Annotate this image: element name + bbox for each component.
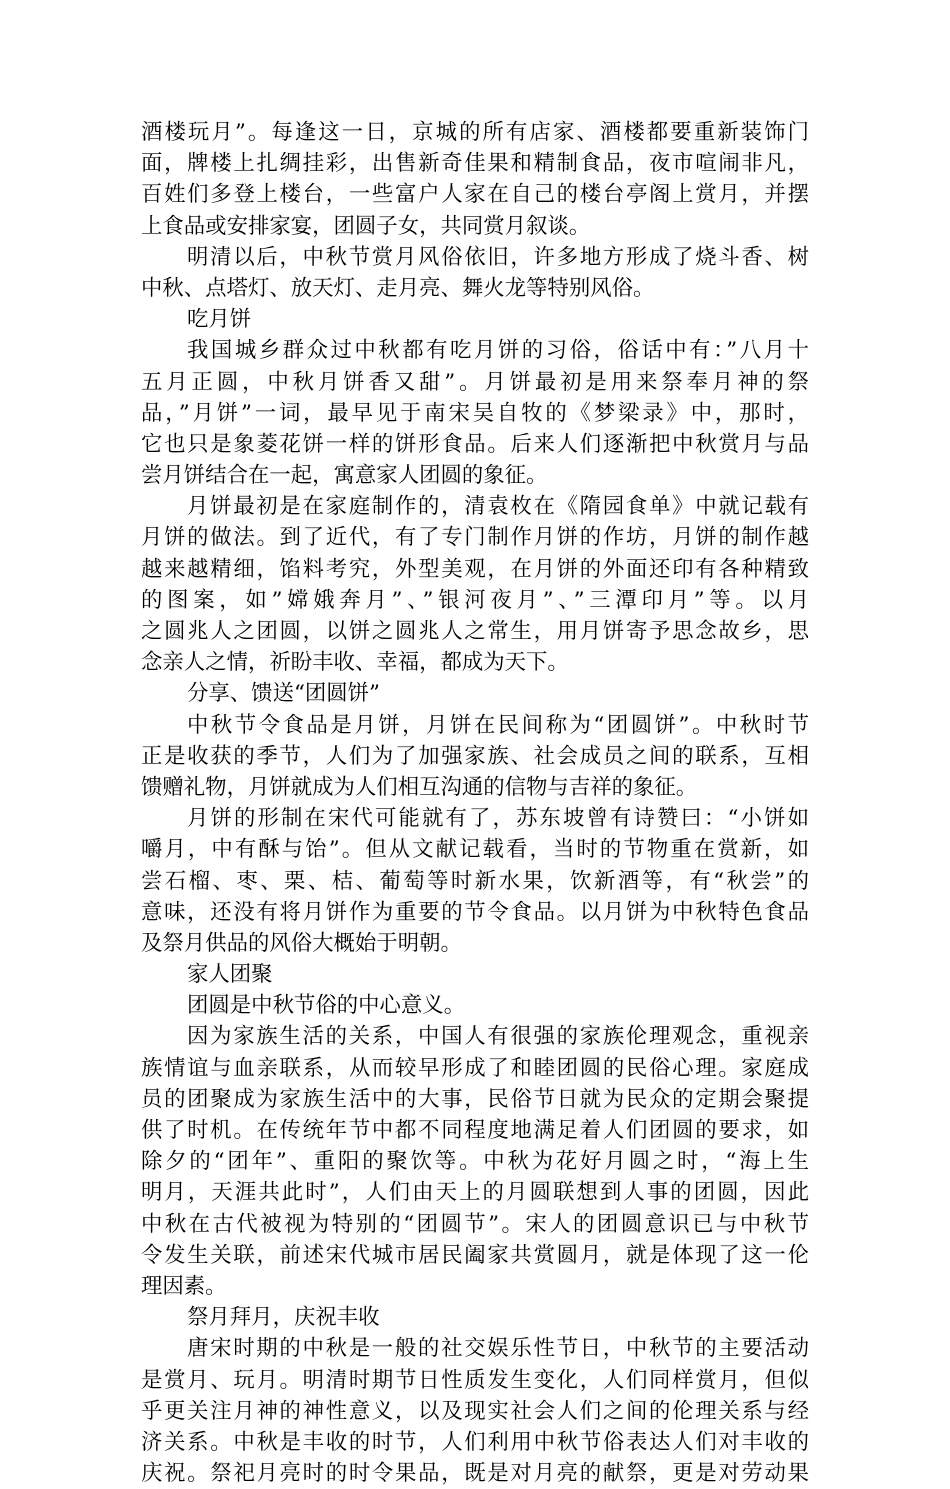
paragraph-line: 庆祝。祭祀月亮时的时令果品，既是对月亮的献祭，更是对劳动果 [141, 1461, 809, 1487]
paragraph-line: 济关系。中秋是丰收的时节，人们利用中秋节俗表达人们对丰收的 [141, 1429, 809, 1455]
paragraph-line: 中秋在古代被视为特别的“团圆节”。宋人的团圆意识已与中秋节 [141, 1211, 809, 1237]
section-heading-line: 祭月拜月，庆祝丰收 [187, 1305, 380, 1331]
paragraph-line: 理因素。 [141, 1273, 227, 1299]
paragraph-line: 之圆兆人之团圆，以饼之圆兆人之常生，用月饼寄予思念故乡，思 [141, 619, 809, 644]
paragraph-line: 中秋、点塔灯、放天灯、走月亮、舞火龙等特别风俗。 [141, 275, 655, 301]
paragraph-line: 它也只是象菱花饼一样的饼形食品。后来人们逐渐把中秋赏月与品 [141, 431, 809, 457]
paragraph-line: 明清以后，中秋节赏月风俗依旧，许多地方形成了烧斗香、树 [187, 244, 809, 270]
paragraph-line: 乎更关注月神的神性意义，以及现实社会人们之间的伦理关系与经 [141, 1398, 809, 1424]
document-page [141, 117, 809, 1489]
paragraph-line: 我国城乡群众过中秋都有吃月饼的习俗，俗话中有：”八月十 [187, 338, 809, 364]
paragraph-line: 馈赠礼物，月饼就成为人们相互沟通的信物与吉祥的象征。 [141, 774, 698, 800]
paragraph-line: 及祭月供品的风俗大概始于明朝。 [141, 930, 462, 956]
paragraph-line: 供了时机。在传统年节中都不同程度地满足着人们团圆的要求，如 [141, 1118, 809, 1143]
paragraph-line: 月饼的形制在宋代可能就有了，苏东坡曾有诗赞曰：“小饼如 [187, 806, 809, 832]
paragraph-line: 令发生关联，前述宋代城市居民阖家共赏圆月，就是体现了这一伦 [141, 1242, 809, 1268]
section-heading-line: 家人团聚 [187, 962, 273, 988]
paragraph-line: 面，牌楼上扎绸挂彩，出售新奇佳果和精制食品，夜市喧闹非凡， [141, 151, 809, 177]
section-heading-line: 分享、馈送“团圆饼” [187, 681, 380, 707]
paragraph-line: 中秋节令食品是月饼，月饼在民间称为“团圆饼”。中秋时节 [187, 712, 809, 738]
paragraph-line: 的图案，如”嫦娥奔月”、”银河夜月”、”三潭印月”等。以月 [141, 587, 809, 613]
paragraph-line: 唐宋时期的中秋是一般的社交娱乐性节日，中秋节的主要活动 [187, 1336, 809, 1362]
paragraph-line: 月饼最初是在家庭制作的，清袁枚在《隋园食单》中就记载有 [187, 494, 809, 520]
section-heading-line: 吃月饼 [187, 307, 252, 333]
section-heading-line: 团圆是中秋节俗的中心意义。 [187, 993, 466, 1019]
paragraph-line: 月饼的做法。到了近代，有了专门制作月饼的作坊，月饼的制作越 [141, 525, 809, 551]
paragraph-line: 员的团聚成为家族生活中的大事，民俗节日就为民众的定期会聚提 [141, 1086, 809, 1112]
paragraph-line: 意味，还没有将月饼作为重要的节令食品。以月饼为中秋特色食品 [141, 899, 809, 925]
paragraph-line: 除夕的“团年”、重阳的聚饮等。中秋为花好月圆之时，“海上生 [141, 1149, 809, 1175]
paragraph-line: 越来越精细，馅料考究，外型美观，在月饼的外面还印有各种精致 [141, 556, 809, 582]
paragraph-line: 族情谊与血亲联系，从而较早形成了和睦团圆的民俗心理。家庭成 [141, 1055, 809, 1081]
paragraph-line: 因为家族生活的关系，中国人有很强的家族伦理观念，重视亲 [187, 1024, 809, 1050]
paragraph-line: 尝月饼结合在一起，寓意家人团圆的象征。 [141, 463, 548, 489]
paragraph-line: 明月，天涯共此时”，人们由天上的月圆联想到人事的团圆，因此 [141, 1180, 809, 1206]
paragraph-line: 念亲人之情，祈盼丰收、幸福，都成为天下。 [141, 650, 569, 676]
paragraph-line: 五月正圆，中秋月饼香又甜”。月饼最初是用来祭奉月神的祭 [141, 369, 809, 395]
paragraph-line: 嚼月，中有酥与饴”。但从文献记载看，当时的节物重在赏新，如 [141, 837, 809, 863]
paragraph-line: 是赏月、玩月。明清时期节日性质发生变化，人们同样赏月，但似 [141, 1367, 809, 1393]
paragraph-line: 百姓们多登上楼台，一些富户人家在自己的楼台亭阁上赏月，并摆 [141, 182, 809, 208]
paragraph-line: 尝石榴、枣、栗、桔、葡萄等时新水果，饮新酒等，有“秋尝”的 [141, 868, 809, 894]
paragraph-line: 品，”月饼”一词，最早见于南宋吴自牧的《梦梁录》中，那时， [141, 400, 809, 426]
paragraph-line: 上食品或安排家宴，团圆子女，共同赏月叙谈。 [141, 213, 591, 239]
paragraph-line: 正是收获的季节，人们为了加强家族、社会成员之间的联系，互相 [141, 743, 809, 769]
paragraph-line: 酒楼玩月”。每逢这一日，京城的所有店家、酒楼都要重新装饰门 [141, 120, 809, 145]
